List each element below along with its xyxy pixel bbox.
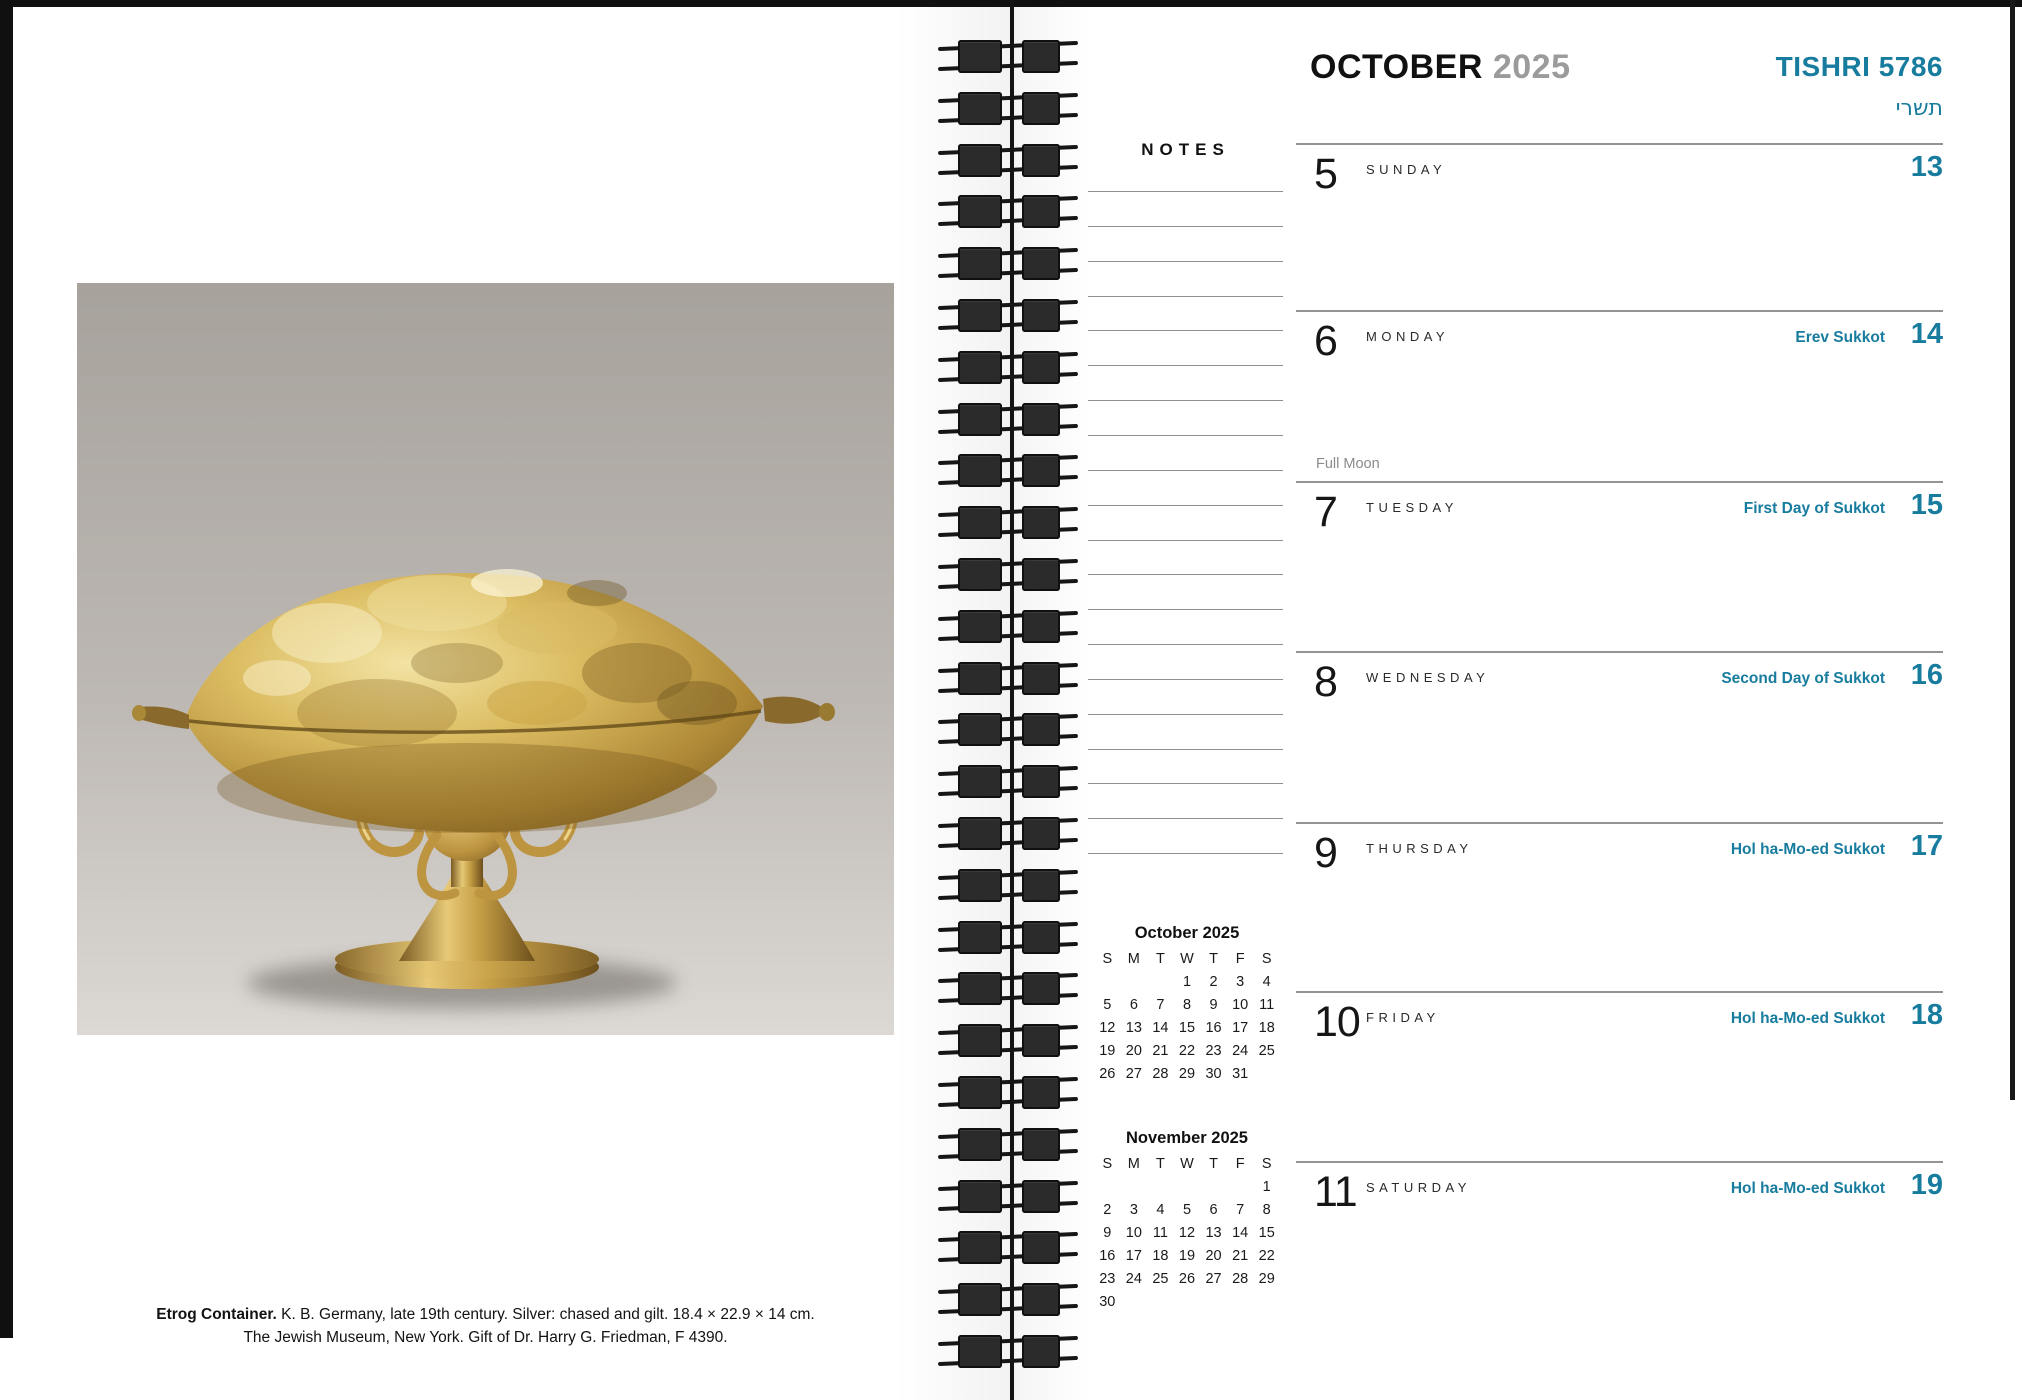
spiral-coil	[938, 610, 1078, 644]
etrog-photo	[77, 283, 894, 1035]
spiral-coil	[938, 144, 1078, 178]
day-number: 5	[1314, 150, 1337, 198]
notes-rule-line	[1088, 714, 1283, 715]
mini-calendar-day: 7	[1156, 997, 1165, 1013]
holiday-label: Hol ha-Mo-ed Sukkot	[1730, 1010, 1885, 1027]
mini-calendar-day: 18	[1258, 1020, 1275, 1036]
spiral-coil	[938, 1283, 1078, 1317]
hebrew-date: 15	[1910, 489, 1943, 521]
coil-right-loop	[1022, 662, 1060, 695]
spiral-coil	[938, 558, 1078, 592]
moon-phase-label: Full Moon	[1316, 456, 1380, 472]
mini-calendar-day: 5	[1103, 997, 1112, 1013]
mini-calendar-day: 6	[1129, 997, 1138, 1013]
coil-left-loop	[958, 1076, 1002, 1109]
mini-calendar-day: 5	[1182, 1202, 1192, 1218]
mini-calendar-day: 9	[1209, 997, 1218, 1013]
spiral-coil	[938, 662, 1078, 696]
coil-right-loop	[1022, 558, 1060, 591]
mini-calendar-day: 27	[1125, 1066, 1142, 1082]
coil-right-loop	[1022, 713, 1060, 746]
mini-calendar-day: 10	[1232, 997, 1249, 1013]
coil-left-loop	[958, 1128, 1002, 1161]
notes-rule-line	[1088, 818, 1283, 819]
day-number: 9	[1314, 829, 1337, 877]
day-row	[1296, 143, 1943, 315]
mini-calendar-empty	[1174, 1176, 1201, 1199]
mini-calendar-day: 19	[1178, 1248, 1196, 1264]
mini-calendar-title: November 2025	[1126, 1129, 1248, 1147]
weekday-header: T	[1209, 951, 1218, 967]
mini-calendar-empty	[1094, 1176, 1121, 1199]
coil-left-loop	[958, 506, 1002, 539]
spiral-coil	[938, 817, 1078, 851]
holiday-label: Hol ha-Mo-ed Sukkot	[1730, 1180, 1885, 1197]
mini-calendar-day: 25	[1152, 1271, 1169, 1287]
spiral-coil	[938, 351, 1078, 385]
coil-left-loop	[958, 247, 1002, 280]
mini-calendar-day: 21	[1152, 1043, 1169, 1059]
notes-heading: NOTES	[1141, 140, 1230, 159]
coil-left-loop	[958, 195, 1002, 228]
mini-calendar-empty	[1121, 1291, 1148, 1314]
weekday-header: S	[1102, 1156, 1113, 1172]
mini-calendar-day: 3	[1129, 1202, 1138, 1218]
coil-right-loop	[1022, 351, 1060, 384]
notes-rule-line	[1088, 540, 1283, 541]
mini-calendar-empty	[1253, 1291, 1280, 1314]
spiral-coil	[938, 713, 1078, 747]
mini-calendar-day: 21	[1232, 1248, 1249, 1264]
coil-right-loop	[1022, 506, 1060, 539]
coil-left-loop	[958, 869, 1002, 902]
spiral-coil	[938, 765, 1078, 799]
mini-calendar-day: 26	[1099, 1066, 1116, 1082]
coil-right-loop	[1022, 869, 1060, 902]
mini-calendar-day: 15	[1178, 1020, 1196, 1036]
caption-details: K. B. Germany, late 19th century. Silver: chased and gilt. 18.4 × 22.9 × 14 cm.	[276, 1306, 815, 1323]
spiral-coil	[938, 92, 1078, 126]
coil-right-loop	[1022, 1335, 1060, 1368]
day-row	[1296, 651, 1943, 823]
mini-calendar-empty	[1253, 1063, 1280, 1086]
coil-right-loop	[1022, 1283, 1060, 1316]
mini-calendar-day: 15	[1258, 1225, 1275, 1241]
coil-left-loop	[958, 351, 1002, 384]
coil-left-loop	[958, 403, 1002, 436]
notes-rule-line	[1088, 330, 1283, 331]
day-row	[1296, 310, 1943, 482]
day-name: FRIDAY	[1366, 1010, 1440, 1025]
coil-left-loop	[958, 1335, 1002, 1368]
mini-calendar-day: 18	[1152, 1248, 1169, 1264]
hebrew-month-script: תשרי	[1895, 96, 1943, 121]
coil-left-loop	[958, 610, 1002, 643]
mini-calendar-day: 1	[1262, 1179, 1271, 1195]
mini-calendar-day: 24	[1232, 1043, 1249, 1059]
coil-right-loop	[1022, 195, 1060, 228]
day-row	[1296, 481, 1943, 653]
mini-calendar-day: 25	[1258, 1043, 1275, 1059]
day-row	[1296, 822, 1943, 994]
mini-calendar-day: 20	[1125, 1043, 1142, 1059]
spiral-coil	[938, 869, 1078, 903]
holiday-label: Second Day of Sukkot	[1721, 670, 1885, 687]
mini-calendar-current-month	[1094, 924, 1280, 1086]
day-number: 6	[1314, 317, 1337, 365]
mini-calendar-day: 11	[1259, 997, 1275, 1013]
mini-calendar-day: 13	[1125, 1020, 1142, 1036]
notes-rule-line	[1088, 191, 1283, 192]
weekday-header: F	[1235, 951, 1245, 967]
mini-calendar-day: 2	[1103, 1202, 1112, 1218]
weekday-header: F	[1235, 1156, 1245, 1172]
coil-right-loop	[1022, 92, 1060, 125]
coil-right-loop	[1022, 403, 1060, 436]
coil-left-loop	[958, 1231, 1002, 1264]
mini-calendar-empty	[1227, 1176, 1254, 1199]
mini-calendar-day: 28	[1152, 1066, 1169, 1082]
spiral-coil	[938, 40, 1078, 74]
coil-left-loop	[958, 558, 1002, 591]
holiday-label: First Day of Sukkot	[1743, 500, 1885, 517]
mini-calendar-day: 26	[1178, 1271, 1196, 1287]
coil-left-loop	[958, 662, 1002, 695]
spiral-coil	[938, 921, 1078, 955]
coil-right-loop	[1022, 972, 1060, 1005]
notes-rule-line	[1088, 400, 1283, 401]
mini-calendar-day: 7	[1236, 1202, 1245, 1218]
notes-rule-line	[1088, 574, 1283, 575]
weekday-header: T	[1155, 1156, 1165, 1172]
coil-right-loop	[1022, 40, 1060, 73]
notes-rule-line	[1088, 365, 1283, 366]
weekday-header: T	[1209, 1156, 1218, 1172]
mini-calendar-day: 28	[1232, 1271, 1249, 1287]
day-number: 11	[1314, 1168, 1357, 1216]
coil-left-loop	[958, 921, 1002, 954]
coil-left-loop	[958, 299, 1002, 332]
mini-calendar-grid	[1094, 1153, 1280, 1314]
mini-calendar-day: 10	[1125, 1225, 1142, 1241]
mini-calendar-day: 22	[1178, 1043, 1196, 1059]
mini-calendar-day: 14	[1232, 1225, 1249, 1241]
mini-calendar-day: 29	[1258, 1271, 1275, 1287]
spiral-coil	[938, 1128, 1078, 1162]
day-number: 8	[1314, 658, 1337, 706]
weekday-header: S	[1102, 951, 1113, 967]
coil-right-loop	[1022, 144, 1060, 177]
mini-calendar-day: 13	[1205, 1225, 1222, 1241]
mini-calendar-day: 30	[1205, 1066, 1222, 1082]
coil-left-loop	[958, 454, 1002, 487]
coil-right-loop	[1022, 1076, 1060, 1109]
mini-calendar-day: 12	[1178, 1225, 1196, 1241]
day-number: 7	[1314, 488, 1337, 536]
spiral-coil	[938, 1180, 1078, 1214]
mini-calendar-empty	[1121, 971, 1148, 994]
day-number: 10	[1314, 998, 1360, 1046]
spiral-coil	[938, 247, 1078, 281]
coil-left-loop	[958, 1180, 1002, 1213]
spiral-coil	[938, 454, 1078, 488]
weekday-header: S	[1261, 951, 1272, 967]
notes-rule-line	[1088, 505, 1283, 506]
mini-calendar-day: 11	[1152, 1225, 1168, 1241]
coil-left-loop	[958, 817, 1002, 850]
mini-calendar-day: 20	[1205, 1248, 1222, 1264]
mini-calendar-day: 17	[1232, 1020, 1249, 1036]
mini-calendar-day: 31	[1232, 1066, 1249, 1082]
notes-rule-line	[1088, 783, 1283, 784]
spiral-coil	[938, 1076, 1078, 1110]
day-row	[1296, 991, 1943, 1163]
mini-calendar-day: 27	[1205, 1271, 1222, 1287]
coil-right-loop	[1022, 610, 1060, 643]
mini-calendar-day: 30	[1099, 1294, 1116, 1310]
notes-rule-line	[1088, 644, 1283, 645]
mini-calendar-day: 8	[1262, 1202, 1271, 1218]
spiral-coil	[938, 1024, 1078, 1058]
holiday-label: Hol ha-Mo-ed Sukkot	[1730, 841, 1885, 858]
caption-title: Etrog Container.	[156, 1306, 277, 1323]
notes-rule-line	[1088, 261, 1283, 262]
day-name: SUNDAY	[1366, 162, 1447, 177]
hebrew-date: 16	[1910, 659, 1943, 691]
hebrew-date: 13	[1910, 151, 1943, 183]
notes-rule-line	[1088, 853, 1283, 854]
weekday-header: T	[1155, 951, 1165, 967]
notes-rule-line	[1088, 679, 1283, 680]
coil-right-loop	[1022, 1024, 1060, 1057]
mini-calendar-day: 22	[1258, 1248, 1275, 1264]
spiral-coil	[938, 506, 1078, 540]
coil-right-loop	[1022, 299, 1060, 332]
coil-right-loop	[1022, 1180, 1060, 1213]
mini-calendar-day: 19	[1099, 1043, 1116, 1059]
mini-calendar-empty	[1121, 1176, 1148, 1199]
mini-calendar-empty	[1200, 1176, 1227, 1199]
coil-right-loop	[1022, 247, 1060, 280]
day-name: SATURDAY	[1366, 1180, 1471, 1195]
spiral-coil	[938, 1231, 1078, 1265]
mini-calendar-day: 4	[1156, 1202, 1165, 1218]
coil-left-loop	[958, 713, 1002, 746]
coil-left-loop	[958, 1283, 1002, 1316]
hebrew-date: 17	[1910, 830, 1943, 862]
mini-calendar-day: 8	[1182, 997, 1192, 1013]
coil-left-loop	[958, 144, 1002, 177]
mini-calendar-day: 12	[1099, 1020, 1116, 1036]
hebrew-date: 19	[1910, 1169, 1943, 1201]
mini-calendar-day: 16	[1205, 1020, 1222, 1036]
day-row	[1296, 1161, 1943, 1333]
caption-line-1	[77, 1303, 894, 1326]
spiral-coil	[938, 299, 1078, 333]
etrog-container-illustration	[77, 283, 894, 1035]
hebrew-date: 18	[1910, 999, 1943, 1031]
mini-calendar-empty	[1174, 1291, 1201, 1314]
coil-left-loop	[958, 1024, 1002, 1057]
day-name: MONDAY	[1366, 329, 1450, 344]
mini-calendar-day: 23	[1099, 1271, 1116, 1287]
coil-left-loop	[958, 92, 1002, 125]
spiral-coil	[938, 195, 1078, 229]
spiral-coil	[938, 1335, 1078, 1369]
weekday-header: M	[1127, 951, 1140, 967]
mini-calendar-day: 4	[1262, 974, 1271, 990]
book-left-edge	[0, 0, 13, 1338]
weekday-header: M	[1127, 1156, 1140, 1172]
year-label: 2025	[1492, 48, 1571, 86]
coil-right-loop	[1022, 454, 1060, 487]
mini-calendar-day: 1	[1182, 974, 1192, 990]
coil-right-loop	[1022, 921, 1060, 954]
weekday-header: W	[1180, 1156, 1194, 1172]
artwork-caption	[77, 1303, 894, 1350]
mini-calendar-empty	[1147, 1291, 1174, 1314]
coil-left-loop	[958, 972, 1002, 1005]
weekday-header: W	[1180, 951, 1194, 967]
mini-calendar-day: 24	[1125, 1271, 1142, 1287]
mini-calendar-empty	[1147, 971, 1174, 994]
notes-rule-line	[1088, 435, 1283, 436]
book-right-edge	[2010, 0, 2015, 1100]
weekday-header: S	[1261, 1156, 1272, 1172]
mini-calendar-empty	[1147, 1176, 1174, 1199]
day-name: THURSDAY	[1366, 841, 1473, 856]
mini-calendar-next-month	[1094, 1129, 1280, 1314]
notes-rule-line	[1088, 749, 1283, 750]
mini-calendar-title: October 2025	[1134, 924, 1240, 942]
coil-right-loop	[1022, 817, 1060, 850]
mini-calendar-empty	[1094, 971, 1121, 994]
holiday-label: Erev Sukkot	[1795, 329, 1885, 346]
day-name: WEDNESDAY	[1366, 670, 1490, 685]
coil-left-loop	[958, 40, 1002, 73]
notes-rule-line	[1088, 609, 1283, 610]
mini-calendar-grid	[1094, 948, 1280, 1086]
notes-rule-line	[1088, 226, 1283, 227]
mini-calendar-empty	[1227, 1291, 1254, 1314]
month-name: OCTOBER	[1310, 48, 1483, 86]
caption-line-2: The Jewish Museum, New York. Gift of Dr. Harry G. Friedman, F 4390.	[243, 1329, 728, 1347]
mini-calendar-day: 2	[1209, 974, 1218, 990]
day-name: TUESDAY	[1366, 500, 1458, 515]
mini-calendar-empty	[1200, 1291, 1227, 1314]
mini-calendar-day: 14	[1152, 1020, 1169, 1036]
notes-rule-line	[1088, 470, 1283, 471]
mini-calendar-day: 6	[1209, 1202, 1218, 1218]
mini-calendar-day: 29	[1178, 1066, 1196, 1082]
coil-right-loop	[1022, 1128, 1060, 1161]
hebrew-month-label: TISHRI 5786	[1775, 51, 1943, 82]
coil-right-loop	[1022, 765, 1060, 798]
mini-calendar-day: 16	[1099, 1248, 1116, 1264]
mini-calendar-day: 23	[1205, 1043, 1222, 1059]
hebrew-date: 14	[1910, 318, 1943, 350]
mini-calendar-day: 9	[1103, 1225, 1112, 1241]
coil-right-loop	[1022, 1231, 1060, 1264]
coil-left-loop	[958, 765, 1002, 798]
mini-calendar-day: 3	[1236, 974, 1245, 990]
notes-rule-line	[1088, 296, 1283, 297]
mini-calendar-day: 17	[1125, 1248, 1142, 1264]
spiral-coil	[938, 972, 1078, 1006]
spiral-coil	[938, 403, 1078, 437]
